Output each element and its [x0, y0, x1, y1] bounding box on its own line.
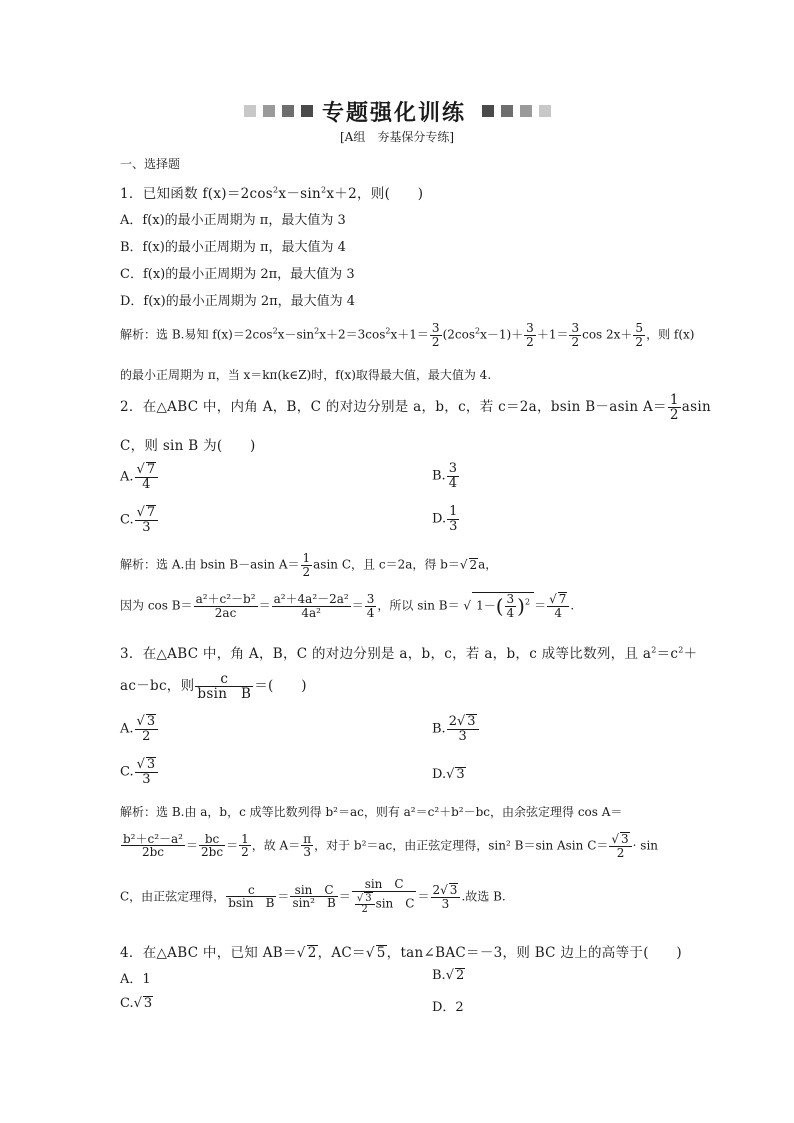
- fraction: $\frac{3}{2}$: [431, 321, 440, 349]
- decor-square: [263, 105, 275, 117]
- page-title: 专题强化训练: [322, 101, 467, 126]
- q3-option-d: D.√ 3: [432, 767, 465, 782]
- decor-square: [482, 105, 494, 117]
- q2-option-a: A. $\frac{√ 7}{4}$: [120, 462, 159, 492]
- q3-option-a: A. $\frac{√ 3}{2}$: [120, 714, 159, 744]
- decor-square: [501, 105, 513, 117]
- q1-option-b: B．f(x)的最小正周期为 π，最大值为 4: [120, 240, 346, 255]
- q2-option-d: D. $\frac{1}{3}$: [432, 504, 458, 534]
- question-1-stem: 1．已知函数 $f(x)=2\cos^2x-\sin^2x+2$，则( ): [120, 185, 424, 202]
- decor-square: [539, 105, 551, 117]
- page-subtitle: [A组 夯基保分专练]: [339, 130, 455, 144]
- q3-option-c: C. $\frac{√ 3}{3}$: [120, 757, 159, 787]
- title-row: [0, 96, 794, 126]
- fraction: $\frac{3}{2}$: [526, 321, 534, 349]
- decor-square: [520, 105, 532, 117]
- q1-solution-line-1: 解析：选 B.易知 $f(x)=2\cos^2x-\sin^2x+2=3\cos^2x+1=$ $\frac{3}{2}$ $(2\cos^2x-1)+$ $\frac{3}{2}$ ＋1＝ $\frac{3}{2}$ cos 2x＋ $\frac{5}{2}$ ，则 f(x): [120, 321, 695, 349]
- q2-option-c: C. $\frac{√ 7}{3}$: [120, 505, 159, 535]
- fraction: $\frac{5}{2}$: [635, 321, 644, 349]
- q2-option-b: B. $\frac{3}{4}$: [432, 461, 457, 491]
- decor-square: [244, 105, 256, 117]
- question-3-stem-line-1: 3．在△ABC 中，角 A，B，C 的对边分别是 a，b，c，若 a，b，c 成等比数列，且 $a^2=c^2+$: [120, 645, 698, 662]
- q4-option-b: B.√ 2: [432, 968, 465, 983]
- q3-solution-line-3: C，由正弦定理得， $\frac{c}{\text{bsin B}}$ ＝ $\frac{\text{sin C}}{\text{sin² B}}$ ＝ sin C $\frac{√ 3}{2}$ sin C ＝ $\frac{2√ 3}{3}$ .故选 B.: [120, 877, 506, 916]
- question-4-stem: 4．在△ABC 中，已知 AB＝√ 2，AC＝√ 5，tan∠BAC＝－3，则 BC 边上的高等于( ): [120, 945, 682, 961]
- question-2-stem-line-1: 2．在△ABC 中，内角 A，B，C 的对边分别是 a，b，c，若 c＝2a，bsin B－asin A＝ $\frac{1}{2}$ asin: [120, 392, 711, 424]
- decor-square: [282, 105, 294, 117]
- q4-option-d: D．2: [432, 1000, 464, 1015]
- q2-solution-line-2: 因为 cos B＝ $\frac{\text{a²＋c²－b²}}{2ac}$ ＝ $\frac{\text{a²＋4a²－2a²}}{\text{4a²}}$ ＝ $\frac{3}{4}$ ，所以 sin B＝ √ 1－( $\frac{3}{4}$ )$^2$ ＝ $\frac{√ 7}{4}$ .: [120, 592, 575, 621]
- q2-solution-line-1: 解析：选 A.由 bsin B－asin A＝ $\frac{1}{2}$ asin C，且 c＝2a，得 b＝√ 2a，: [120, 551, 498, 579]
- section-heading: 一、选择题: [120, 157, 181, 171]
- question-3-stem-line-2: ac－bc，则 $\frac{c}{\text{bsin B}}$ ＝( ): [120, 671, 307, 703]
- q4-option-a: A．1: [120, 972, 151, 987]
- question-2-stem-line-2: C，则 sin B 为( ): [120, 438, 256, 454]
- q1-solution-line-2: 的最小正周期为 π，当 x＝kπ(k∈Z)时，f(x)取得最大值，最大值为 4.: [120, 368, 492, 382]
- fraction: $\frac{1}{2}$: [669, 392, 679, 424]
- fraction: $\frac{3}{2}$: [571, 321, 580, 349]
- q4-option-c: C.√ 3: [120, 996, 153, 1011]
- q1-option-a: A．f(x)的最小正周期为 π，最大值为 3: [120, 213, 346, 228]
- q3-solution-line-1: 解析：选 B.由 a，b，c 成等比数列得 b²＝ac，则有 a²＝c²＋b²－bc，由余弦定理得 cos A＝: [120, 805, 623, 819]
- q1-option-c: C．f(x)的最小正周期为 2π，最大值为 3: [120, 267, 355, 282]
- q3-option-b: B. $\frac{2√ 3}{3}$: [432, 714, 480, 744]
- decor-square: [301, 105, 313, 117]
- q1-option-d: D．f(x)的最小正周期为 2π，最大值为 4: [120, 294, 356, 309]
- q3-solution-line-2: $\frac{\text{b²＋c²－a²}}{2bc}$ ＝ $\frac{bc}{2bc}$ ＝ $\frac{1}{2}$ ，故 A＝ $\frac{\pi}{3}$ ，对于 b²＝ac，由正弦定理得，sin² B＝sin Asin C＝ $\frac{√ 3}{2}$ · sin: [123, 831, 659, 861]
